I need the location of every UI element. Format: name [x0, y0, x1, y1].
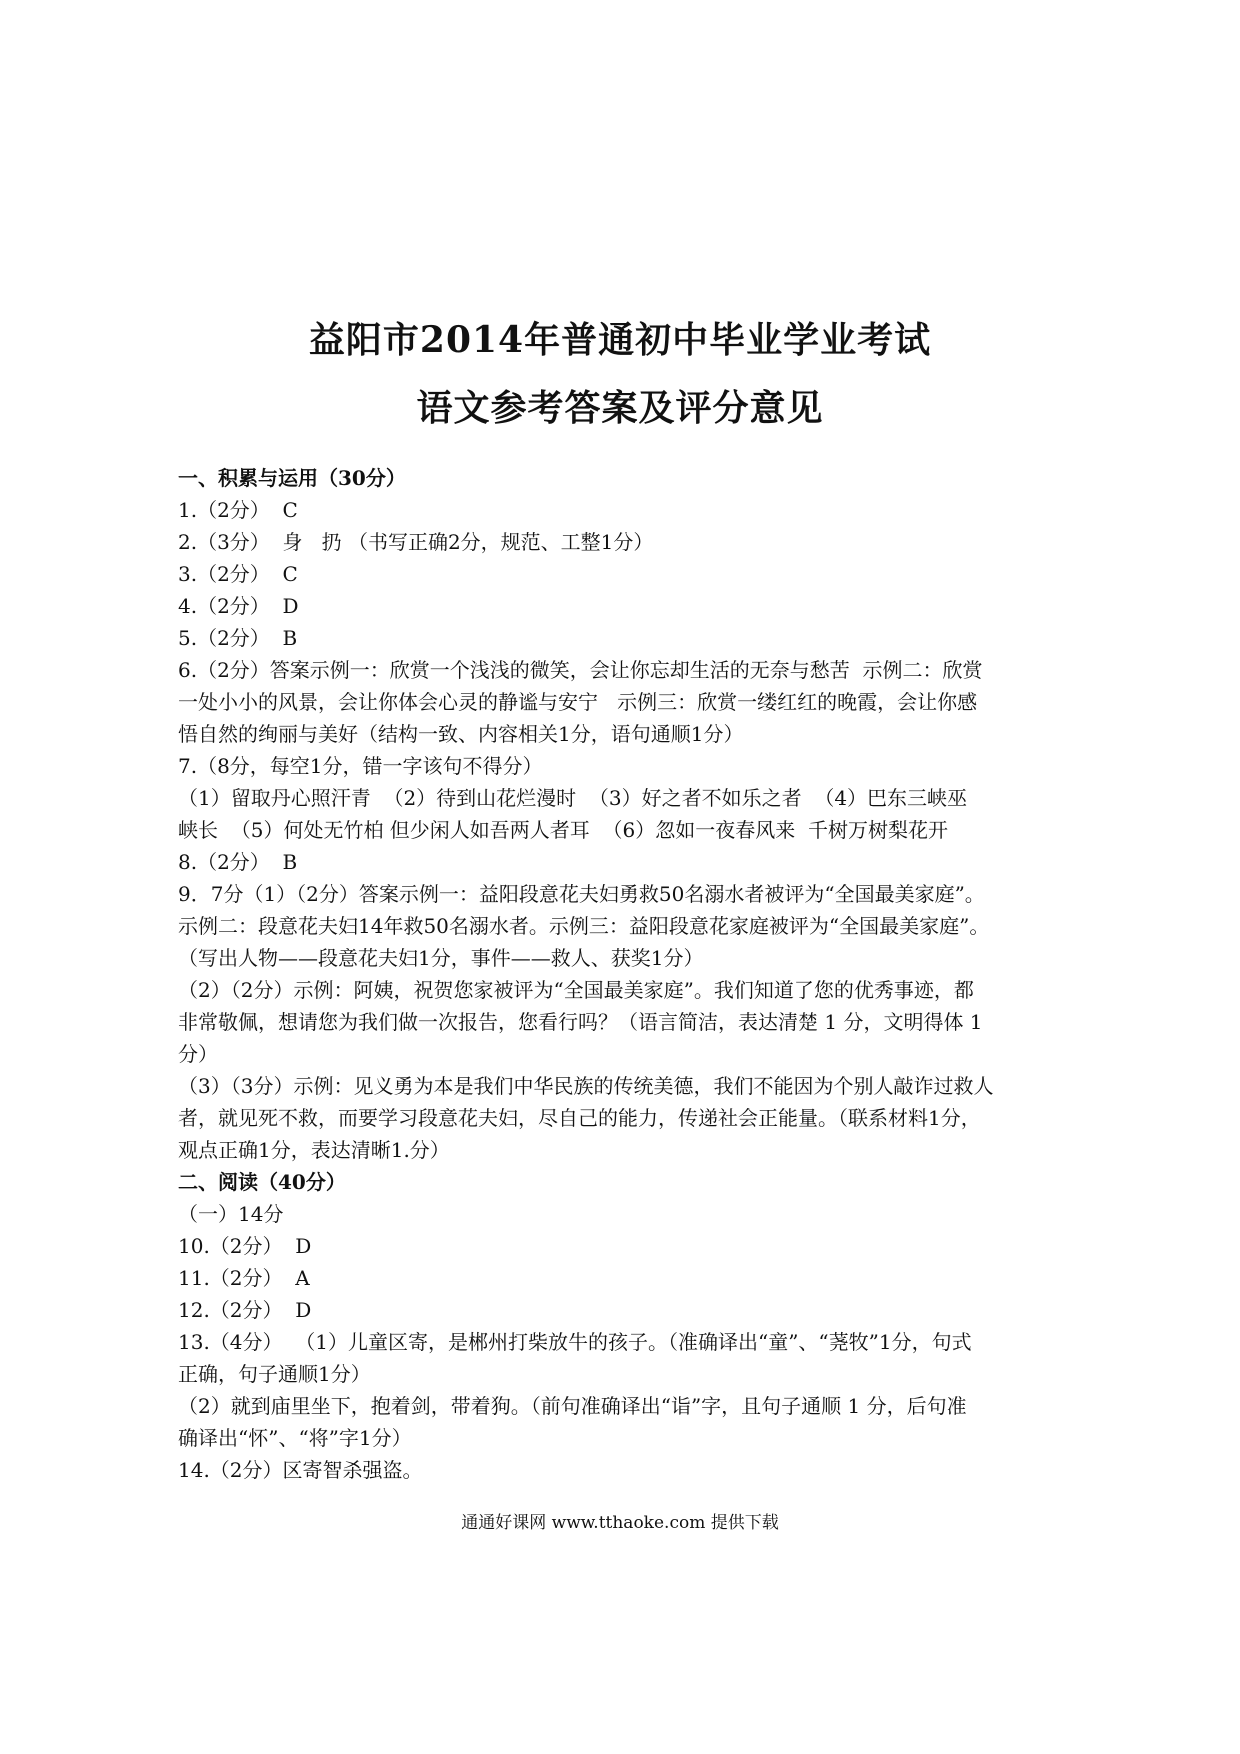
section-heading-2: 二、阅读（40分）	[178, 1170, 346, 1194]
answer-line: （2）（2分）示例：阿姨，祝贺您家被评为“全国最美家庭”。我们知道了您的优秀事迹，都	[178, 978, 974, 1002]
answer-line: 峡长 （5）何处无竹柏 但少闲人如吾两人者耳 （6）忽如一夜春风来 千树万树梨花开	[178, 818, 948, 842]
answer-line: 12.（2分） D	[178, 1298, 312, 1322]
footer-source-note: 通通好课网 www.tthaoke.com 提供下载	[461, 1513, 779, 1533]
document-title: 益阳市2014年普通初中毕业学业考试	[308, 319, 932, 361]
answer-line: 8.（2分） B	[178, 850, 298, 874]
answer-line: 11.（2分） A	[178, 1266, 310, 1290]
answer-line: 示例二：段意花夫妇14年救50名溺水者。示例三：益阳段意花家庭被评为“全国最美家庭”。	[178, 914, 990, 938]
answer-line: 确译出“怀”、“将”字1分）	[178, 1426, 412, 1450]
answer-line: 悟自然的绚丽与美好（结构一致、内容相关1分，语句通顺1分）	[178, 722, 744, 746]
document-subtitle: 语文参考答案及评分意见	[416, 387, 824, 429]
answer-line: （写出人物——段意花夫妇1分，事件——救人、获奖1分）	[178, 946, 704, 970]
answer-line: 13.（4分） （1）儿童区寄，是郴州打柴放牛的孩子。（准确译出“童”、“荛牧”1分，句式	[178, 1330, 972, 1354]
answer-line: 1.（2分） C	[178, 498, 298, 522]
answer-line: （一）14分	[178, 1202, 284, 1226]
answer-line: 非常敬佩，想请您为我们做一次报告，您看行吗？（语言简洁，表达清楚 1 分，文明得体 1	[178, 1010, 983, 1034]
answer-line: 10.（2分） D	[178, 1234, 312, 1258]
answer-line: 9．7分（1）（2分）答案示例一：益阳段意花夫妇勇救50名溺水者被评为“全国最美家庭”。	[178, 882, 985, 906]
answer-content	[178, 462, 1068, 1486]
answer-line: 正确，句子通顺1分）	[178, 1362, 371, 1386]
answer-line: 3.（2分） C	[178, 562, 298, 586]
answer-line: 5.（2分） B	[178, 626, 298, 650]
answer-line: 分）	[178, 1042, 218, 1066]
answer-line: 4.（2分） D	[178, 594, 299, 618]
answer-line: （2）就到庙里坐下，抱着剑，带着狗。（前句准确译出“诣”字，且句子通顺 1 分，后句准	[178, 1394, 967, 1418]
answer-line: 一处小小的风景，会让你体会心灵的静谧与安宁 示例三：欣赏一缕红红的晚霞，会让你感	[178, 690, 978, 714]
answer-line: 14.（2分）区寄智杀强盗。	[178, 1458, 423, 1482]
answer-line: （1）留取丹心照汗青 （2）待到山花烂漫时 （3）好之者不如乐之者 （4）巴东三峡巫	[178, 786, 968, 810]
answer-line: 观点正确1分，表达清晰1.分）	[178, 1138, 450, 1162]
section-heading-1: 一、积累与运用（30分）	[178, 466, 406, 490]
answer-line: 6.（2分）答案示例一：欣赏一个浅浅的微笑，会让你忘却生活的无奈与愁苦 示例二：欣赏	[178, 658, 983, 682]
answer-line: 7.（8分，每空1分，错一字该句不得分）	[178, 754, 543, 778]
answer-line: 者，就见死不救，而要学习段意花夫妇，尽自己的能力，传递社会正能量。（联系材料1分，	[178, 1106, 981, 1130]
answer-line: 2.（3分） 身 扔 （书写正确2分，规范、工整1分）	[178, 530, 654, 554]
answer-line: （3）（3分）示例：见义勇为本是我们中华民族的传统美德，我们不能因为个别人敲诈过救人	[178, 1074, 994, 1098]
